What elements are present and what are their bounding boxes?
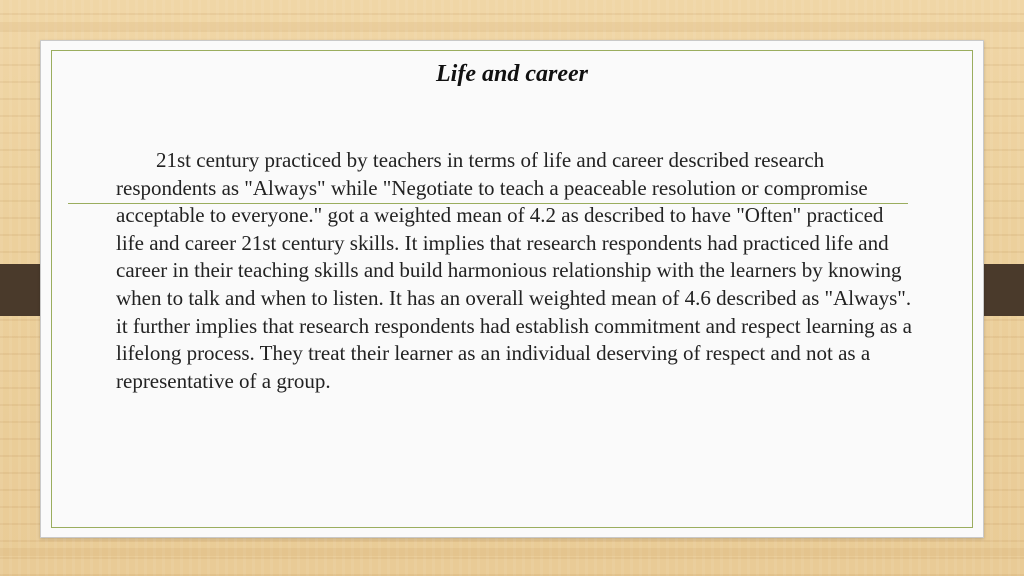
body-paragraph: 21st century practiced by teachers in terms of life and career described research respondents as "Always" while "Negotiate to teach a peaceable resolution or compromise acceptable to everyone." got a weighted mean of 4.2 as described to have "Often" practiced life and career 21st century skills. It implies that research respondents had practiced life and career in their teaching skills and build harmonious relationship with the learners by knowing when to talk and when to listen. It has an overall weighted mean of 4.6 described as "Always". it further implies that research respondents had establish commitment and respect learning as a lifelong process. They treat their learner as an individual deserving of respect and not as a representative of a group.	[116, 148, 912, 393]
wood-grain	[0, 22, 1024, 30]
wood-grain	[0, 548, 1024, 556]
slide-title: Life and career	[436, 61, 588, 87]
